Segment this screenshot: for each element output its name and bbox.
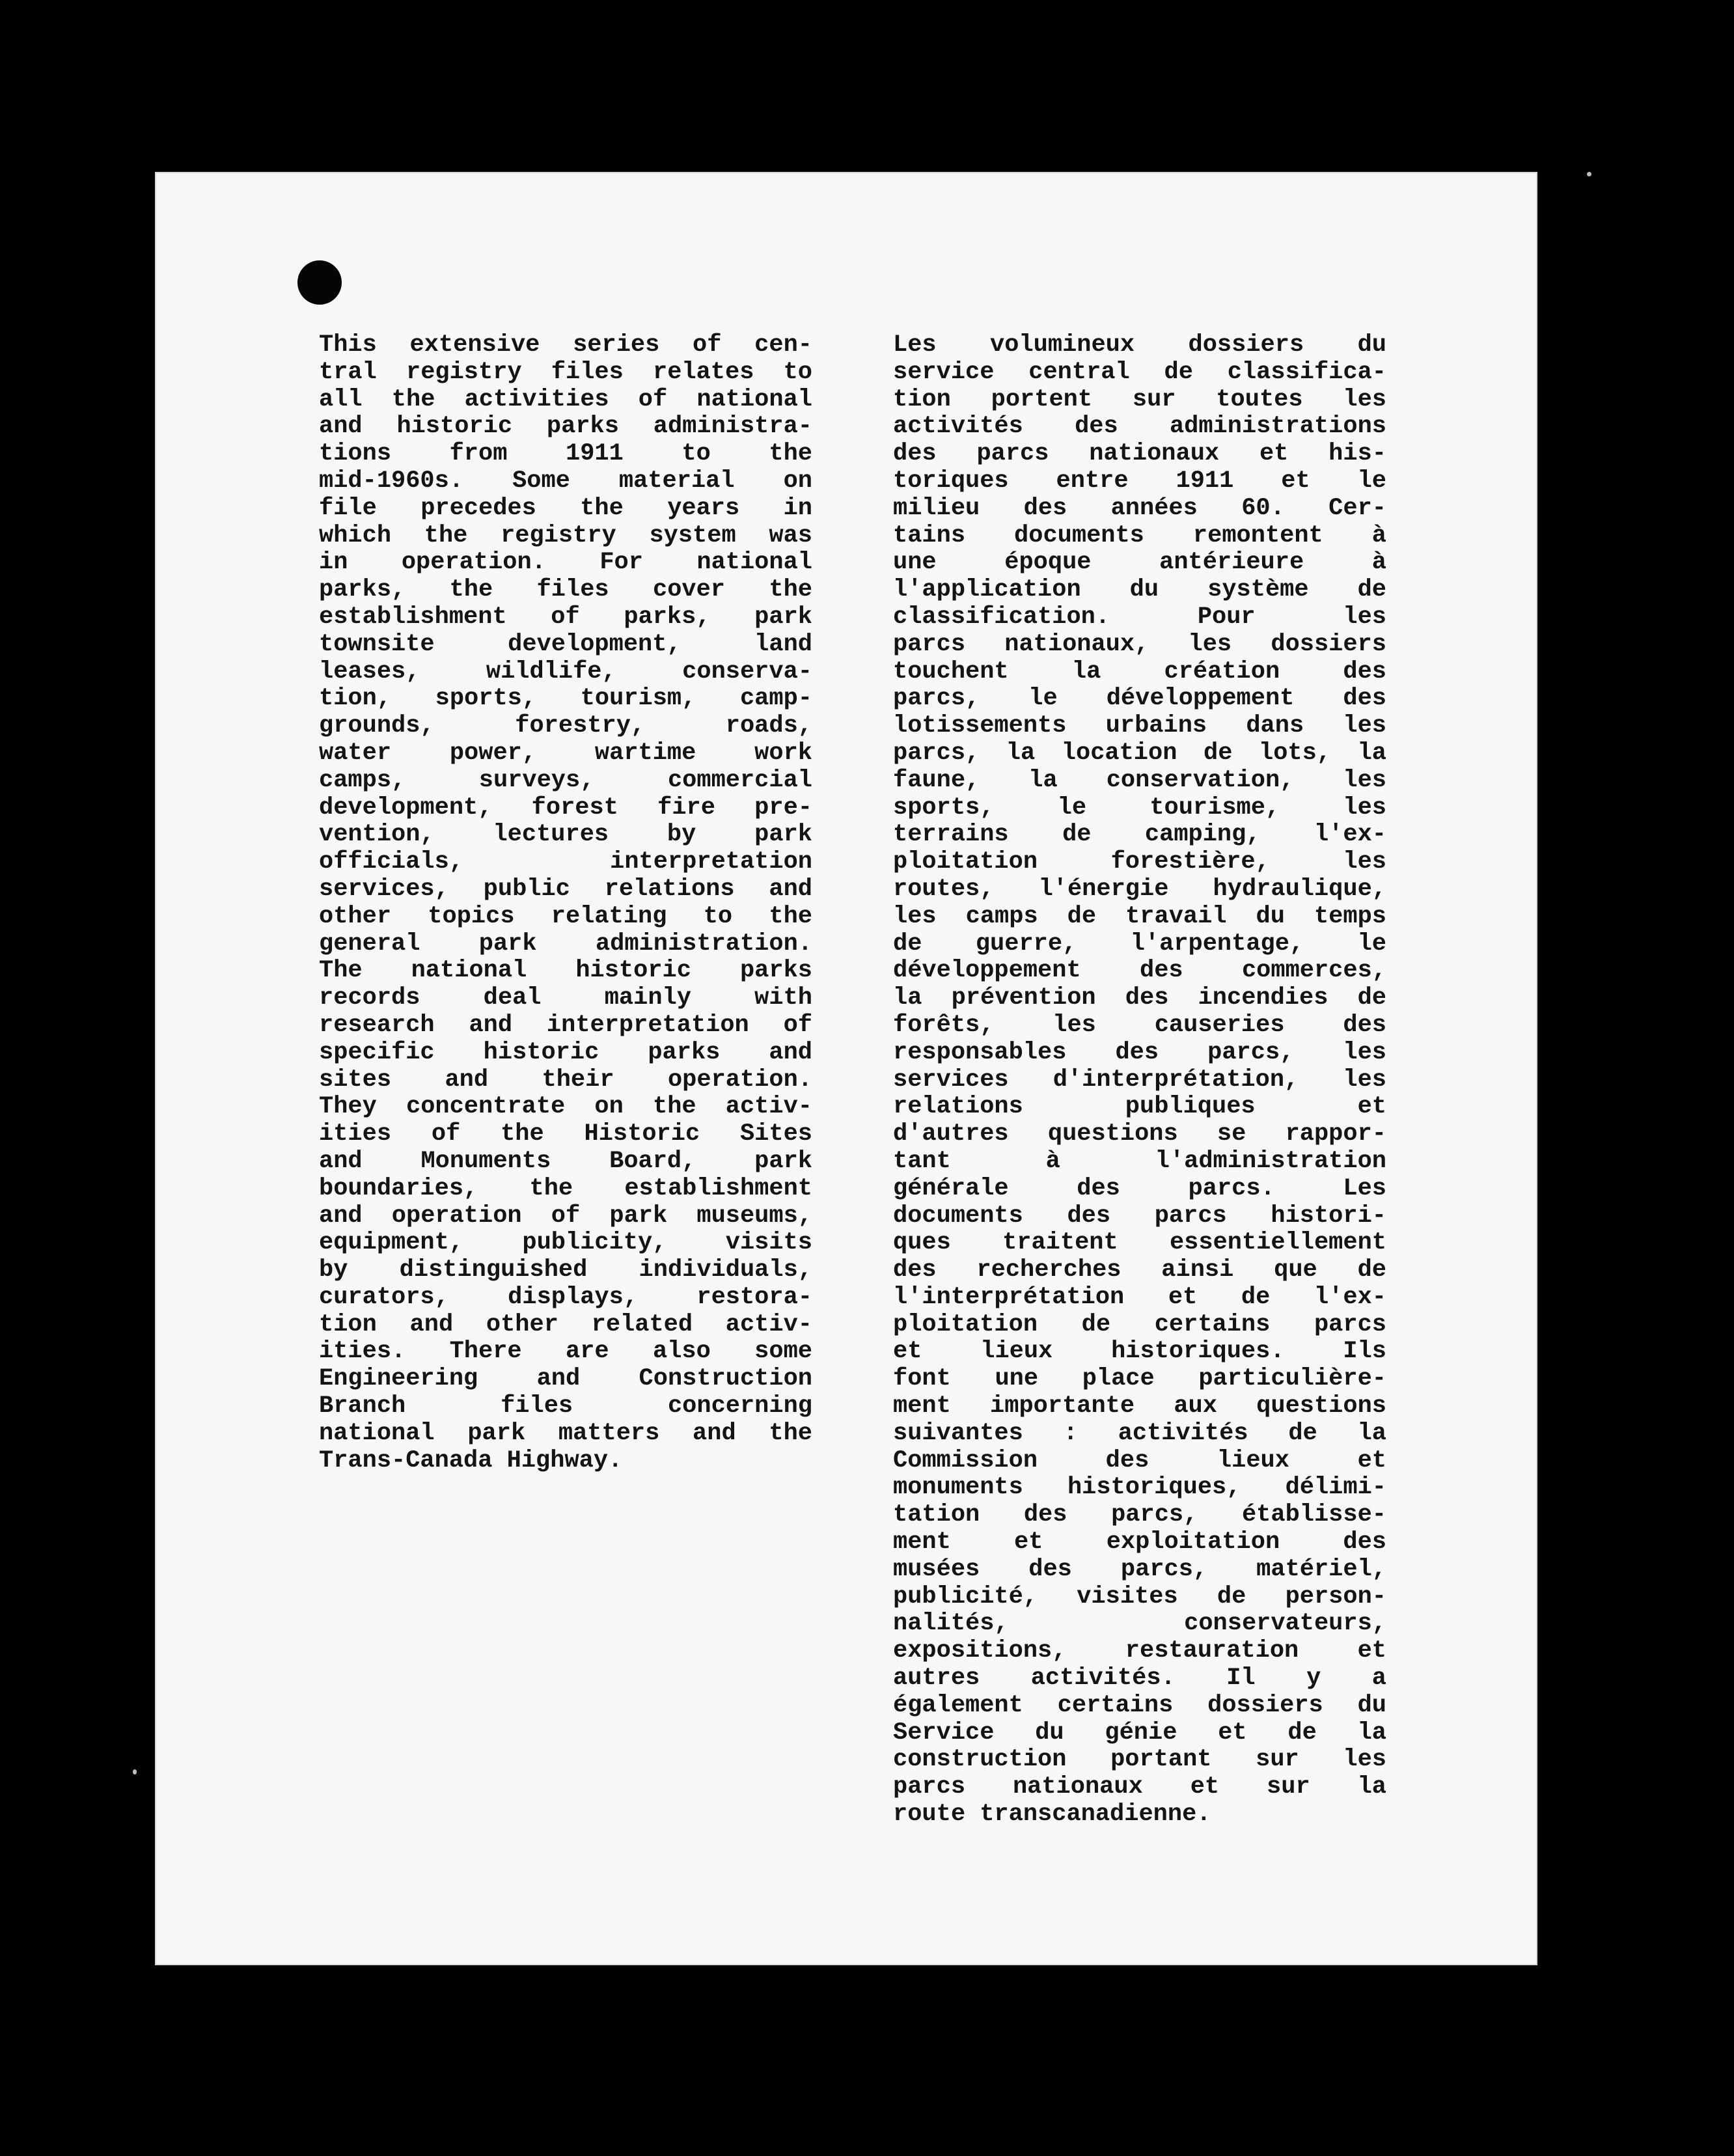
text-line: water power, wartime work (319, 739, 812, 767)
text-line: forêts, les causeries des (893, 1012, 1386, 1039)
text-line: all the activities of national (319, 386, 812, 413)
text-line: parcs nationaux, les dossiers (893, 631, 1386, 658)
text-line: research and interpretation of (319, 1012, 812, 1039)
text-line: general park administration. (319, 930, 812, 958)
text-line: by distinguished individuals, (319, 1257, 812, 1284)
text-line: and historic parks administra- (319, 413, 812, 441)
text-line: activités des administrations (893, 413, 1386, 441)
text-line: ities of the Historic Sites (319, 1121, 812, 1148)
text-line: ques traitent essentiellement (893, 1230, 1386, 1257)
text-line: également certains dossiers du (893, 1692, 1386, 1719)
text-line: construction portant sur les (893, 1747, 1386, 1774)
text-line: and Monuments Board, park (319, 1148, 812, 1175)
scan-speck (133, 1769, 137, 1775)
text-line: monuments historiques, délimi- (893, 1474, 1386, 1502)
text-line: autres activités. Il y a (893, 1665, 1386, 1693)
text-line: parks, the files cover the (319, 577, 812, 604)
text-line: documents des parcs histori- (893, 1202, 1386, 1230)
text-line: Les volumineux dossiers du (893, 332, 1386, 359)
text-line: expositions, restauration et (893, 1638, 1386, 1665)
text-line: ploitation forestière, les (893, 849, 1386, 876)
text-line: tion portent sur toutes les (893, 386, 1386, 413)
text-line: suivantes : activités de la (893, 1420, 1386, 1447)
text-line: Commission des lieux et (893, 1447, 1386, 1474)
text-line: ment importante aux questions (893, 1393, 1386, 1420)
text-line: service central de classifica- (893, 359, 1386, 386)
text-line: ment et exploitation des (893, 1529, 1386, 1556)
text-line: vention, lectures by park (319, 822, 812, 849)
text-line: tral registry files relates to (319, 359, 812, 386)
text-line: curators, displays, restora- (319, 1284, 812, 1311)
text-line: mid-1960s. Some material on (319, 467, 812, 495)
scan-speck (1587, 172, 1591, 176)
text-line: services, public relations and (319, 876, 812, 903)
text-line: national park matters and the (319, 1420, 812, 1447)
text-line: l'application du système de (893, 577, 1386, 604)
text-line: nalités, conservateurs, (893, 1610, 1386, 1638)
text-line: toriques entre 1911 et le (893, 467, 1386, 495)
text-line: They concentrate on the activ- (319, 1094, 812, 1121)
text-line: terrains de camping, l'ex- (893, 822, 1386, 849)
text-line: Engineering and Construction (319, 1366, 812, 1393)
text-line: d'autres questions se rappor- (893, 1121, 1386, 1148)
text-line: parcs nationaux et sur la (893, 1774, 1386, 1801)
text-line: une époque antérieure à (893, 549, 1386, 577)
text-line: equipment, publicity, visits (319, 1230, 812, 1257)
text-line: boundaries, the establishment (319, 1175, 812, 1202)
text-line: des recherches ainsi que de (893, 1257, 1386, 1284)
text-line: tion, sports, tourism, camp- (319, 685, 812, 713)
text-line: tant à l'administration (893, 1148, 1386, 1175)
text-line: establishment of parks, park (319, 603, 812, 631)
text-line: milieu des années 60. Cer- (893, 495, 1386, 522)
text-line: routes, l'énergie hydraulique, (893, 876, 1386, 903)
text-line: de guerre, l'arpentage, le (893, 930, 1386, 958)
text-line: l'interprétation et de l'ex- (893, 1284, 1386, 1311)
text-line: tains documents remontent à (893, 522, 1386, 549)
text-line: développement des commerces, (893, 958, 1386, 985)
text-line: tation des parcs, établisse- (893, 1502, 1386, 1529)
text-line: musées des parcs, matériel, (893, 1556, 1386, 1583)
text-line: générale des parcs. Les (893, 1175, 1386, 1202)
text-line: route transcanadienne. (893, 1801, 1211, 1829)
text-line: classification. Pour les (893, 603, 1386, 631)
document-page (155, 172, 1537, 1965)
text-line: officials, interpretation (319, 849, 812, 876)
text-line: les camps de travail du temps (893, 903, 1386, 930)
text-line: publicité, visites de person- (893, 1583, 1386, 1610)
text-line: Trans-Canada Highway. (319, 1447, 623, 1474)
text-line: file precedes the years in (319, 495, 812, 522)
text-line: grounds, forestry, roads, (319, 713, 812, 740)
text-line: The national historic parks (319, 958, 812, 985)
text-line: touchent la création des (893, 658, 1386, 685)
text-line: responsables des parcs, les (893, 1039, 1386, 1066)
french-text-column (893, 332, 1386, 1829)
text-line: relations publiques et (893, 1094, 1386, 1121)
text-line: des parcs nationaux et his- (893, 441, 1386, 468)
english-text-column (319, 332, 812, 1474)
text-line: sports, le tourisme, les (893, 794, 1386, 822)
text-line: tion and other related activ- (319, 1311, 812, 1338)
text-line: services d'interprétation, les (893, 1066, 1386, 1094)
text-line: font une place particulière- (893, 1366, 1386, 1393)
text-line: faune, la conservation, les (893, 767, 1386, 794)
text-line: records deal mainly with (319, 985, 812, 1012)
text-line: parcs, le développement des (893, 685, 1386, 713)
text-line: et lieux historiques. Ils (893, 1338, 1386, 1366)
text-line: Service du génie et de la (893, 1719, 1386, 1747)
text-line: This extensive series of cen- (319, 332, 812, 359)
text-line: other topics relating to the (319, 903, 812, 930)
text-line: la prévention des incendies de (893, 985, 1386, 1012)
text-line: specific historic parks and (319, 1039, 812, 1066)
text-line: parcs, la location de lots, la (893, 739, 1386, 767)
text-line: ploitation de certains parcs (893, 1311, 1386, 1338)
text-line: sites and their operation. (319, 1066, 812, 1094)
text-line: and operation of park museums, (319, 1202, 812, 1230)
text-line: townsite development, land (319, 631, 812, 658)
text-line: leases, wildlife, conserva- (319, 658, 812, 685)
text-line: tions from 1911 to the (319, 441, 812, 468)
text-line: lotissements urbains dans les (893, 713, 1386, 740)
punch-hole (297, 260, 342, 305)
text-line: in operation. For national (319, 549, 812, 577)
text-line: development, forest fire pre- (319, 794, 812, 822)
text-line: camps, surveys, commercial (319, 767, 812, 794)
text-line: ities. There are also some (319, 1338, 812, 1366)
text-line: Branch files concerning (319, 1393, 812, 1420)
text-line: which the registry system was (319, 522, 812, 549)
